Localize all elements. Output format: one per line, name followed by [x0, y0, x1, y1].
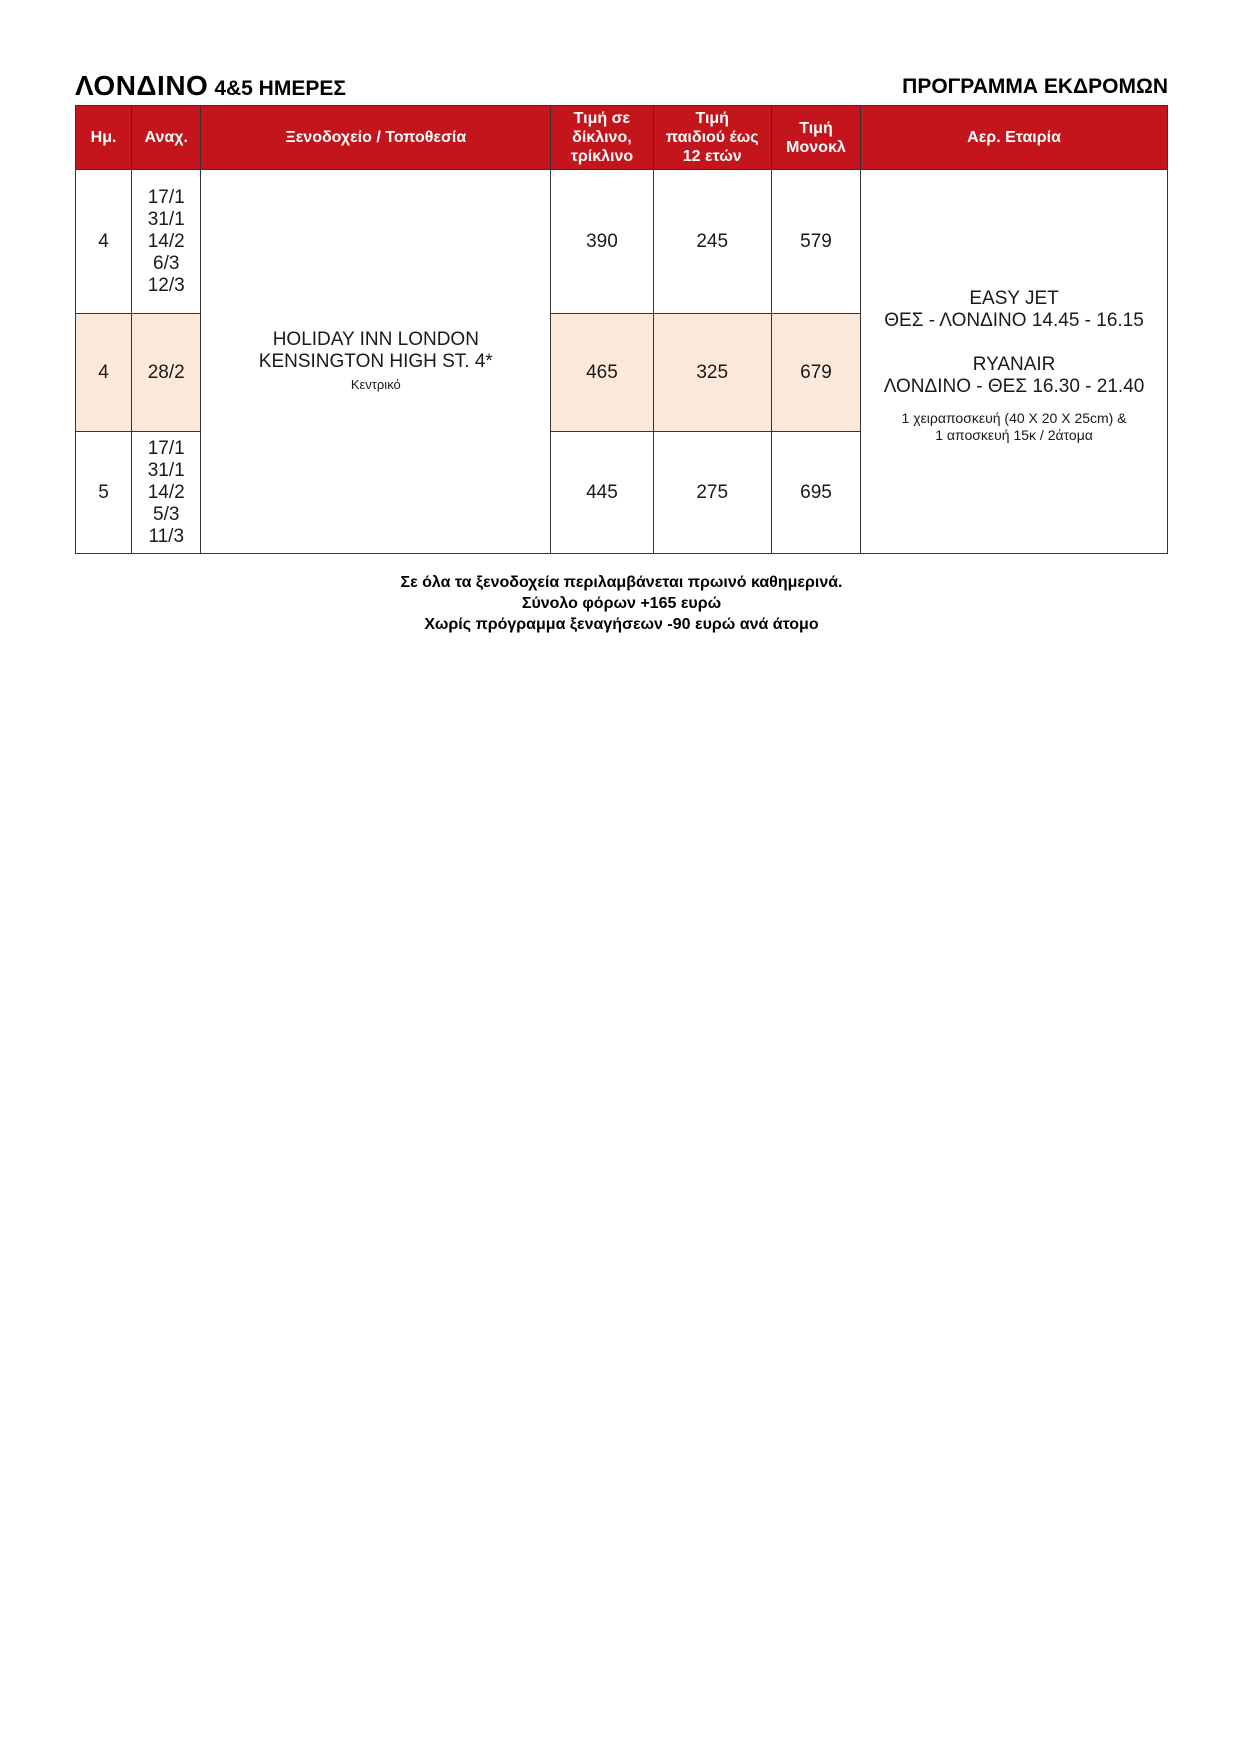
price-table — [75, 105, 1168, 554]
col-header-price-child-line: Τιμή — [695, 110, 729, 127]
price-child-cell: 245 — [653, 170, 771, 314]
hotel-name-line: HOLIDAY INN LONDON — [272, 328, 479, 350]
departure-date: 17/1 — [147, 186, 185, 208]
col-header-price-double — [551, 106, 653, 170]
departures-cell — [132, 170, 201, 314]
airline-carrier: RYANAIR — [972, 353, 1056, 375]
col-header-departure: Αναχ. — [132, 106, 201, 170]
col-header-price-single-line: Μονοκλ — [786, 138, 846, 156]
luggage-line: 1 χειραποσκευή (40 Χ 20 Χ 25cm) & — [901, 409, 1127, 426]
price-child-cell: 325 — [653, 314, 771, 432]
table-row — [76, 170, 1168, 314]
footnote-line: Σύνολο φόρων +165 ευρώ — [521, 595, 722, 612]
departure-date: 11/3 — [148, 525, 185, 547]
col-header-price-child — [653, 106, 771, 170]
hotel-name-line: KENSINGTON HIGH ST. 4* — [258, 350, 493, 372]
col-header-hotel: Ξενοδοχείο / Τοποθεσία — [201, 106, 551, 170]
days-cell: 5 — [76, 432, 132, 554]
price-double-cell: 445 — [551, 432, 653, 554]
departure-date: 31/1 — [147, 208, 185, 230]
price-single-cell: 679 — [771, 314, 860, 432]
departures-cell — [132, 432, 201, 554]
col-header-price-double-line: Τιμή σε — [573, 110, 631, 127]
footnotes — [75, 572, 1168, 635]
airline-carrier: EASY JET — [969, 287, 1059, 309]
price-single-cell: 695 — [771, 432, 860, 554]
col-header-price-double-line: δίκλινο, — [572, 129, 632, 146]
footnote-line: Σε όλα τα ξενοδοχεία περιλαμβάνεται πρωινό καθημερινά. — [400, 574, 843, 591]
col-header-price-child-line: παιδιού έως — [665, 129, 759, 146]
table-header-row — [76, 106, 1168, 170]
days-cell: 4 — [76, 170, 132, 314]
departure-date: 14/2 — [147, 481, 185, 503]
footnote-line: Χωρίς πρόγραμμα ξεναγήσεων -90 ευρώ ανά άτομο — [424, 616, 819, 633]
program-label: ΠΡΟΓΡΑΜΜΑ ΕΚΔΡΟΜΩΝ — [902, 75, 1168, 98]
hotel-location: Κεντρικό — [350, 376, 401, 392]
days-cell: 4 — [76, 314, 132, 432]
airline-route: ΛΟΝΔΙΝΟ - ΘΕΣ 16.30 - 21.40 — [883, 375, 1145, 397]
airline-cell — [861, 170, 1168, 554]
hotel-cell — [201, 170, 551, 554]
departure-date: 14/2 — [147, 230, 185, 252]
price-double-cell: 465 — [551, 314, 653, 432]
departure-date: 6/3 — [153, 252, 180, 274]
departure-date: 12/3 — [147, 274, 185, 296]
luggage-allowance — [861, 410, 1167, 444]
price-single-cell: 579 — [771, 170, 860, 314]
page-header — [75, 70, 1168, 100]
title-days: 4&5 ΗΜΕΡΕΣ — [214, 77, 346, 100]
departure-date: 28/2 — [147, 361, 185, 383]
title-city: ΛΟΝΔΙΝΟ — [75, 70, 209, 101]
airline-route: ΘΕΣ - ΛΟΝΔΙΝΟ 14.45 - 16.15 — [884, 309, 1144, 331]
departure-date: 5/3 — [153, 503, 180, 525]
col-header-price-child-line: 12 ετών — [682, 148, 742, 165]
col-header-price-double-line: τρίκλινο — [570, 148, 634, 165]
luggage-line: 1 αποσκευή 15κ / 2άτομα — [935, 426, 1093, 443]
airline-spacer — [861, 332, 1167, 354]
page-title — [75, 70, 346, 102]
col-header-airline: Αερ. Εταιρία — [861, 106, 1168, 170]
col-header-price-single — [771, 106, 860, 170]
departure-date: 17/1 — [147, 437, 185, 459]
col-header-days: Ημ. — [76, 106, 132, 170]
price-child-cell: 275 — [653, 432, 771, 554]
departure-date: 31/1 — [147, 459, 185, 481]
departures-cell — [132, 314, 201, 432]
col-header-price-single-line: Τιμή — [799, 119, 833, 137]
price-double-cell: 390 — [551, 170, 653, 314]
